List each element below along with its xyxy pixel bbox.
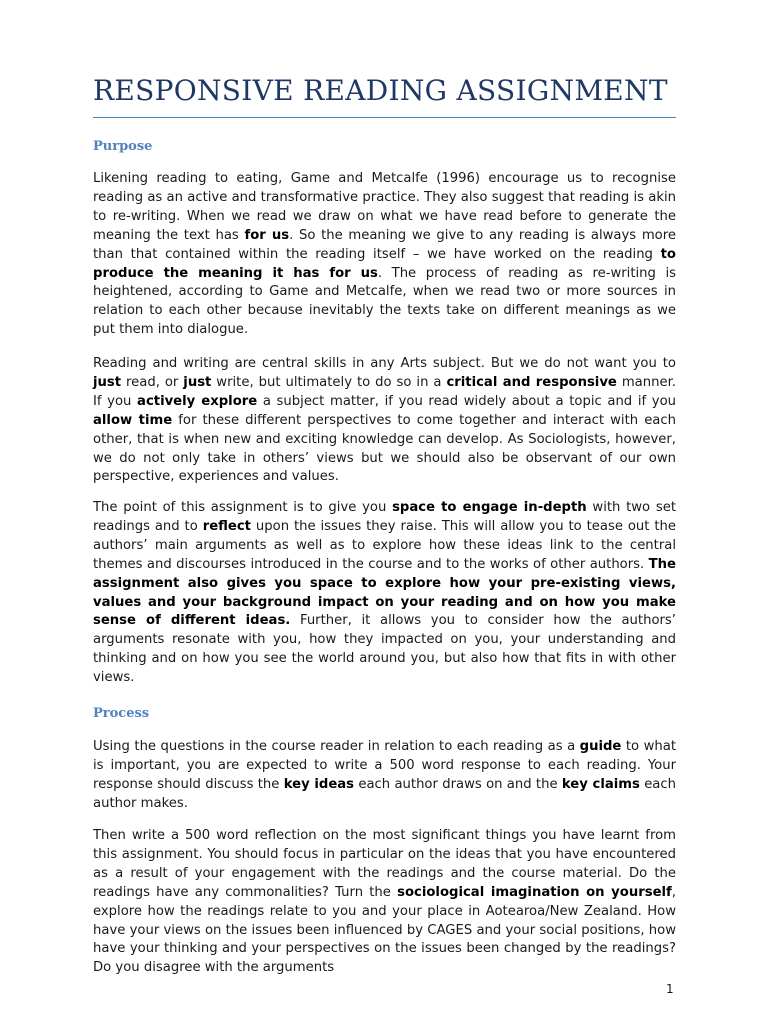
bold-phrase: to produce the meaning it has for us xyxy=(93,246,676,281)
bold-phrase: reflect xyxy=(202,518,251,534)
document-title: RESPONSIVE READING ASSIGNMENT xyxy=(93,74,668,107)
bold-phrase: guide xyxy=(579,739,622,754)
bold-phrase: just xyxy=(183,374,212,390)
process-paragraph-2: Then write a 500 word reflection on the most significant things you have learnt from this assignment. You should focus in particular on the ideas that you have encountered as a result of your engagement with the readings and the course material. Do the readings have any commonalities? Turn the sociological imagination on yourself, explore how the readings relate to you and your place in Aotearoa/New Zealand. How have your views on the issues been influenced by CAGES and your social positions, how have your thinking and your perspectives on the issues been changed by the readings? Do you disagree with the arguments xyxy=(93,828,676,976)
bold-phrase: allow time xyxy=(93,412,173,428)
purpose-paragraph-2: Reading and writing are central skills in any Arts subject. But we do not want you to just read, or just write, but ultimately to do so in a critical and responsive manner. If you actively explore a subject matter, if you read widely about a topic and if you allow time for these different perspectives to come together and interact with each other, that is when new and exciting knowledge can develop. As Sociologists, however, we do not only take in others’ views but we should also be observant of our own perspective, experiences and values. xyxy=(93,356,676,485)
bold-phrase: sociological imagination on yourself xyxy=(397,884,672,900)
purpose-paragraph-3: The point of this assignment is to give you space to engage in-depth with two set readings and to reflect upon the issues they raise. This will allow you to tease out the authors’ main arguments as well as to explore how these ideas link to the central themes and discourses introduced in the course and to the works of other authors. The assignment also gives you space to explore how your pre-existing views, values and your background impact on your reading and on how you make sense of different ideas. Further, it allows you to consider how the authors’ arguments resonate with you, how they impacted on you, your understanding and thinking and on how you see the world around you, but also how that fits in with other views. xyxy=(93,500,676,686)
bold-phrase: critical and responsive xyxy=(446,374,617,390)
process-paragraph-1: Using the questions in the course reader in relation to each reading as a guide to what is important, you are expected to write a 500 word response to each reading. Your response should discuss the key ideas each author draws on and the key claims each author makes. xyxy=(93,739,677,811)
bold-phrase: key claims xyxy=(561,776,640,792)
section-heading-purpose: Purpose xyxy=(93,139,153,154)
bold-phrase: The assignment also gives you space to explore how your pre-existing views, values and your background impact on your reading and on how you make sense of different ideas. xyxy=(93,556,676,629)
section-heading-process: Process xyxy=(93,706,150,721)
page-number: 1 xyxy=(666,982,674,996)
bold-phrase: just xyxy=(93,374,122,390)
bold-phrase: space to engage in-depth xyxy=(392,500,587,515)
purpose-paragraph-1: Likening reading to eating, Game and Metcalfe (1996) encourage us to recognise reading as an active and transformative practice. They also suggest that reading is akin to re-writing. When we read we draw on what we have read before to generate the meaning the text has for us. So the meaning we give to any reading is always more than that contained within the reading itself – we have worked on the reading to produce the meaning it has for us. The process of reading as re-writing is heightened, according to Game and Metcalfe, when we read two or more sources in relation to each other because inevitably the texts take on different meanings as we put them into dialogue. xyxy=(93,171,676,338)
bold-phrase: for us xyxy=(244,227,290,243)
bold-phrase: actively explore xyxy=(137,393,258,409)
title-divider xyxy=(93,117,676,118)
bold-phrase: key ideas xyxy=(283,776,355,792)
